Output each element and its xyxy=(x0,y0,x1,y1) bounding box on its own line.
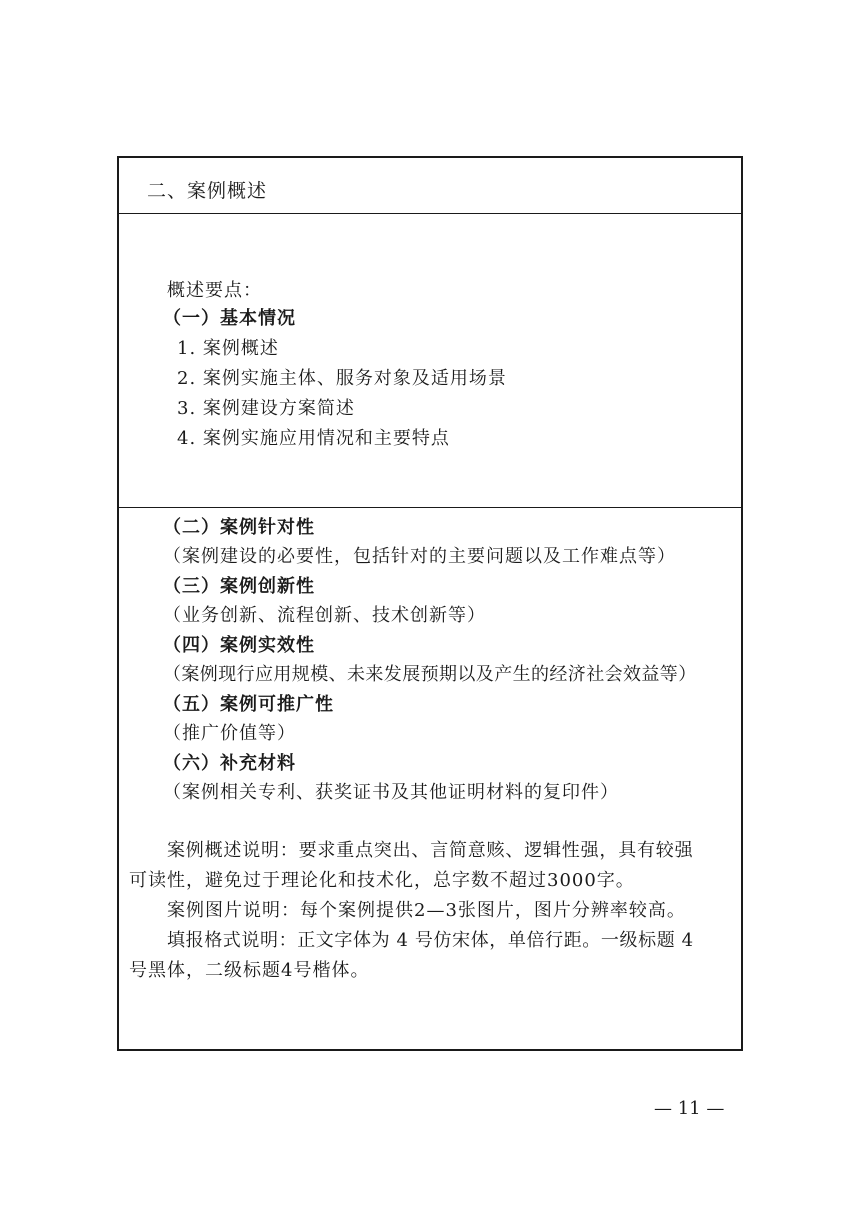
summary-note-line: 案例概述说明：要求重点突出、言简意赅、逻辑性强，具有较强 xyxy=(167,840,694,861)
section-heading: （四）案例实效性 xyxy=(163,635,315,656)
section-heading-basic: （一）基本情况 xyxy=(163,308,296,329)
section-heading: （二）案例针对性 xyxy=(163,517,315,538)
section-header-row xyxy=(119,158,741,214)
format-note-line: 号黑体，二级标题4号楷体。 xyxy=(129,960,370,981)
section-note: （推广价值等） xyxy=(163,723,296,744)
section-note: （业务创新、流程创新、技术创新等） xyxy=(163,605,486,626)
intro-label: 概述要点： xyxy=(167,280,262,301)
format-note-line: 填报格式说明：正文字体为 4 号仿宋体，单倍行距。一级标题 4 xyxy=(167,930,694,951)
list-item: 4. 案例实施应用情况和主要特点 xyxy=(177,428,450,449)
row-divider xyxy=(119,507,741,508)
section-title: 二、案例概述 xyxy=(147,180,268,202)
section-heading: （六）补充材料 xyxy=(163,753,296,774)
page-number: — 11 — xyxy=(654,1098,725,1119)
section-note: （案例现行应用规模、未来发展预期以及产生的经济社会效益等） xyxy=(163,664,697,685)
summary-note-line: 可读性，避免过于理论化和技术化，总字数不超过3000字。 xyxy=(129,870,635,891)
section-heading: （五）案例可推广性 xyxy=(163,694,334,715)
section-note: （案例建设的必要性，包括针对的主要问题以及工作难点等） xyxy=(163,546,676,567)
list-item: 1. 案例概述 xyxy=(177,338,279,359)
section-note: （案例相关专利、获奖证书及其他证明材料的复印件） xyxy=(163,782,619,803)
list-item: 3. 案例建设方案简述 xyxy=(177,398,355,419)
list-item: 2. 案例实施主体、服务对象及适用场景 xyxy=(177,368,507,389)
section-heading: （三）案例创新性 xyxy=(163,576,315,597)
form-table xyxy=(117,156,743,1051)
images-note-line: 案例图片说明：每个案例提供2—3张图片，图片分辨率较高。 xyxy=(167,900,686,921)
